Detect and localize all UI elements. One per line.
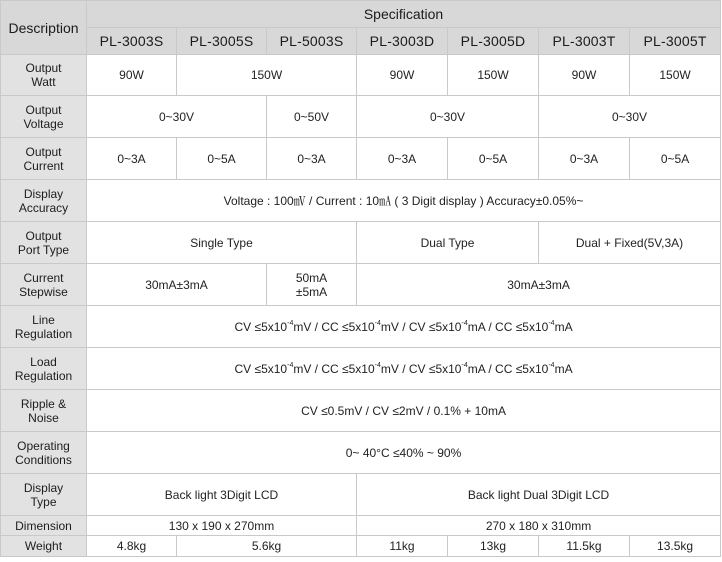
row-display-accuracy — [1, 180, 721, 222]
cell: 150W — [448, 55, 539, 96]
model-header: PL-3005S — [177, 28, 267, 55]
cell: 0~3A — [87, 138, 177, 180]
cell: 0~3A — [539, 138, 630, 180]
cell: 150W — [177, 55, 357, 96]
row-weight — [1, 536, 721, 557]
cell: Voltage : 100㎷ / Current : 10㎃ ( 3 Digit display ) Accuracy±0.05%~ — [87, 180, 721, 222]
cell: Dual + Fixed(5V,3A) — [539, 222, 721, 264]
row-label: Operating Conditions — [1, 432, 87, 474]
cell: 0~ 40°C ≤40% ~ 90% — [87, 432, 721, 474]
cell: 0~30V — [357, 96, 539, 138]
model-header: PL-3003S — [87, 28, 177, 55]
cell: Back light 3Digit LCD — [87, 474, 357, 516]
row-output-current — [1, 138, 721, 180]
row-dimension — [1, 516, 721, 536]
row-label: Dimension — [1, 516, 87, 536]
cell: 270 x 180 x 310mm — [357, 516, 721, 536]
cell: 5.6kg — [177, 536, 357, 557]
cell: 50mA ±5mA — [267, 264, 357, 306]
cell: CV ≤0.5mV / CV ≤2mV / 0.1% + 10mA — [87, 390, 721, 432]
model-header: PL-3003D — [357, 28, 448, 55]
row-label: Output Current — [1, 138, 87, 180]
cell: 11kg — [357, 536, 448, 557]
cell: CV $\le 5x10^{-4}mV$ / CC $\le 5x10^{-4}mV$ / CV $\le 5x10^{-4}mA$ / CC $\le 5x10^{-4}mA$ — [87, 348, 721, 390]
row-ripple-noise — [1, 390, 721, 432]
description-header: Description — [1, 1, 87, 55]
cell: 0~5A — [177, 138, 267, 180]
cell: 0~30V — [87, 96, 267, 138]
cell: 11.5kg — [539, 536, 630, 557]
row-operating-conditions — [1, 432, 721, 474]
cell: 0~5A — [448, 138, 539, 180]
cell: 130 x 190 x 270mm — [87, 516, 357, 536]
cell: Back light Dual 3Digit LCD — [357, 474, 721, 516]
cell: 90W — [539, 55, 630, 96]
cell: 90W — [87, 55, 177, 96]
cell: Single Type — [87, 222, 357, 264]
row-label: Output Port Type — [1, 222, 87, 264]
specification-header: Specification — [87, 1, 721, 28]
row-label: Current Stepwise — [1, 264, 87, 306]
row-label: Load Regulation — [1, 348, 87, 390]
model-header: PL-3005T — [630, 28, 721, 55]
cell: 0~5A — [630, 138, 721, 180]
row-line-regulation — [1, 306, 721, 348]
row-label: Weight — [1, 536, 87, 557]
row-label: Ripple & Noise — [1, 390, 87, 432]
cell: 13kg — [448, 536, 539, 557]
model-header: PL-3005D — [448, 28, 539, 55]
row-output-watt — [1, 55, 721, 96]
model-header: PL-3003T — [539, 28, 630, 55]
cell: 0~30V — [539, 96, 721, 138]
cell: 0~50V — [267, 96, 357, 138]
cell: 4.8kg — [87, 536, 177, 557]
cell: 30mA±3mA — [87, 264, 267, 306]
cell: Dual Type — [357, 222, 539, 264]
cell: 30mA±3mA — [357, 264, 721, 306]
row-output-port-type — [1, 222, 721, 264]
row-current-stepwise — [1, 264, 721, 306]
cell: 90W — [357, 55, 448, 96]
cell: 150W — [630, 55, 721, 96]
row-label: Output Watt — [1, 55, 87, 96]
cell: CV $\le 5x10^{-4}mV$ / CC $\le 5x10^{-4}mV$ / CV $\le 5x10^{-4}mA$ / CC $\le 5x10^{-4}mA$ — [87, 306, 721, 348]
row-load-regulation — [1, 348, 721, 390]
row-output-voltage — [1, 96, 721, 138]
cell: 0~3A — [267, 138, 357, 180]
cell: 13.5kg — [630, 536, 721, 557]
row-label: Display Type — [1, 474, 87, 516]
model-header: PL-5003S — [267, 28, 357, 55]
row-label: Display Accuracy — [1, 180, 87, 222]
row-label: Line Regulation — [1, 306, 87, 348]
row-label: Output Voltage — [1, 96, 87, 138]
row-display-type — [1, 474, 721, 516]
cell: 0~3A — [357, 138, 448, 180]
